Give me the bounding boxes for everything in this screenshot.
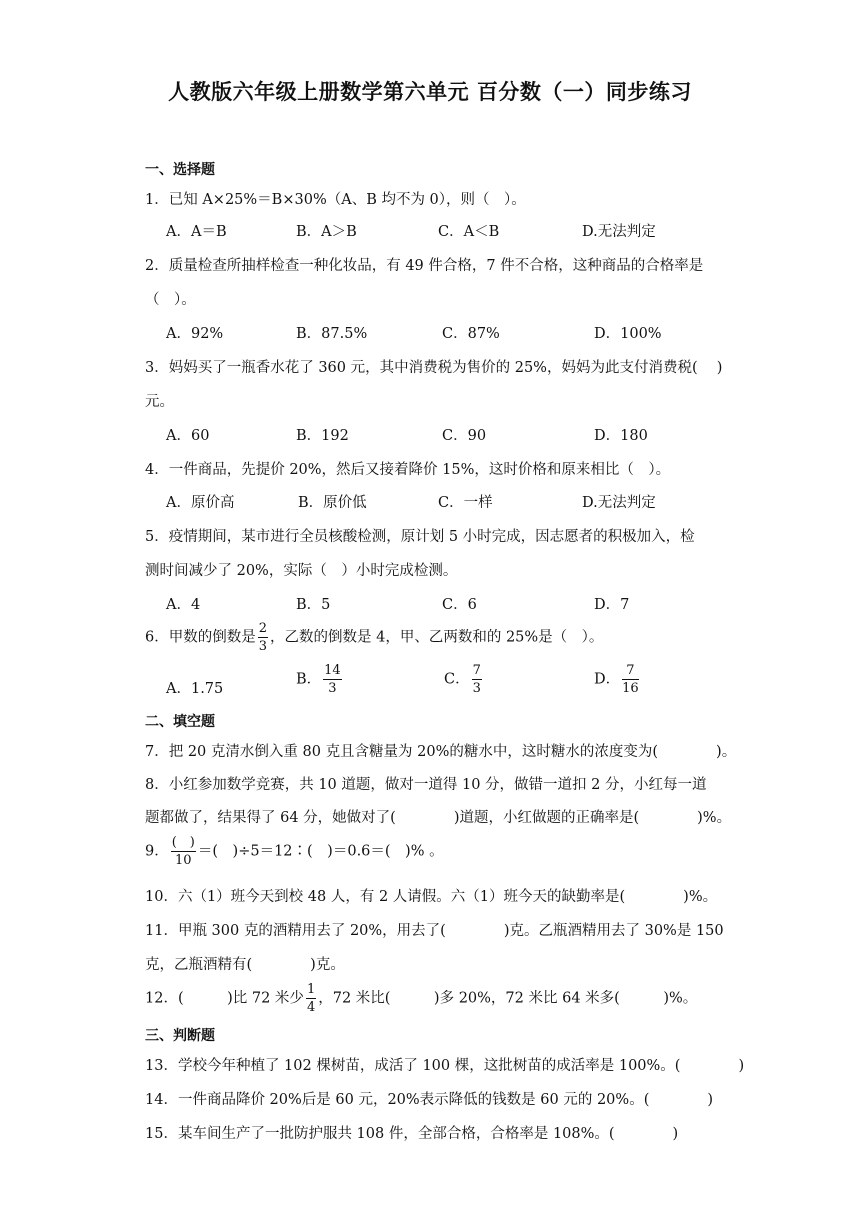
question-6-suffix: ，乙数的倒数是 4，甲、乙两数和的 25%是（ ）。 [270,629,604,646]
question-1-options [166,220,726,244]
question-12-prefix: 12．( )比 72 米少 [145,990,304,1007]
section-heading-fill: 二、填空题 [145,714,215,730]
option-d: D.无法判定 [582,495,656,511]
fraction-denominator: 3 [328,681,337,696]
option-d: D．100% [594,326,662,342]
page-title: 人教版六年级上册数学第六单元 百分数（一）同步练习 [168,79,692,104]
fraction-seven-sixteenths [622,664,639,695]
question-9-label: 9． [145,843,169,860]
question-2-line-1: 2．质量检查所抽样检查一种化妆品，有 49 件合格，7 件不合格，这种商品的合格率是 [145,258,704,274]
option-a: A．60 [166,428,210,444]
question-1: 1．已知 A×25%＝B×30%（A、B 均不为 0），则（ ）。 [145,192,526,208]
option-b [296,664,344,695]
fraction-denominator: 3 [472,681,481,696]
fraction-two-thirds [258,622,268,653]
section-heading-judge: 三、判断题 [145,1028,215,1044]
question-6 [145,622,603,653]
question-3-options [166,424,726,448]
option-c-label: C． [444,671,470,688]
fraction-numerator: 1 [306,982,316,997]
option-a: A．92% [166,326,224,342]
fraction-blank-over-ten [171,836,196,867]
fraction-numerator: 2 [258,621,268,636]
option-c [444,664,484,695]
option-b: B．原价低 [298,495,367,511]
fraction-numerator: 14 [324,663,341,678]
section-heading-choice: 一、选择题 [145,162,215,178]
question-13: 13．学校今年种植了 102 棵树苗，成活了 100 棵，这批树苗的成活率是 100%。( ) [145,1058,745,1074]
fraction-denominator: 4 [306,1000,316,1015]
fraction-denominator: 10 [175,853,192,868]
option-c: C．6 [442,597,477,613]
fraction-seven-thirds [472,664,482,695]
option-b-label: B． [296,671,322,688]
question-6-prefix: 6．甲数的倒数是 [145,629,256,646]
option-b: B．87.5% [296,326,368,342]
question-3-line-1: 3．妈妈买了一瓶香水花了 360 元，其中消费税为售价的 25%，妈妈为此支付消费税( ) [145,360,723,376]
option-c: C．87% [442,326,500,342]
question-14: 14．一件商品降价 20%后是 60 元，20%表示降低的钱数是 60 元的 20%。( ) [145,1092,714,1108]
option-a: A．4 [166,597,201,613]
question-8-line-2: 题都做了，结果得了 64 分，她做对了( )道题，小红做题的正确率是( )%。 [145,810,732,826]
question-9-equation: ＝( )÷5＝12∶( )＝0.6＝( )% 。 [197,843,444,860]
fraction-denominator: 16 [622,681,639,696]
option-c: C．一样 [438,495,493,511]
option-c: C．90 [442,428,487,444]
question-11-line-1: 11．甲瓶 300 克的酒精用去了 20%，用去了( )克。乙瓶酒精用去了 30%是 150 [145,923,724,939]
question-8-line-1: 8．小红参加数学竞赛，共 10 道题，做对一道得 10 分，做错一道扣 2 分，小红每一道 [145,777,707,793]
option-b: B．192 [296,428,349,444]
fraction-numerator: 7 [622,664,639,680]
fraction-one-quarter [306,983,316,1014]
question-7: 7．把 20 克清水倒入重 80 克且含糖量为 20%的糖水中，这时糖水的浓度变为( )。 [145,744,737,760]
option-d: D．180 [594,428,648,444]
question-12-suffix: ，72 米比( )多 20%，72 米比 64 米多( )%。 [318,990,698,1007]
question-15: 15．某车间生产了一批防护服共 108 件，全部合格，合格率是 108%。( ) [145,1126,679,1142]
option-b: B．A＞B [296,224,357,240]
option-c: C．A＜B [438,224,500,240]
option-a: A．1.75 [166,681,224,697]
option-a: A．A＝B [166,224,227,240]
option-d-label: D． [594,671,621,688]
question-5-line-2: 测时间减少了 20%，实际（ ）小时完成检测。 [145,563,458,579]
question-11-line-2: 克，乙瓶酒精有( )克。 [145,957,345,973]
fraction-numerator: 7 [472,663,481,678]
question-12 [145,983,697,1014]
option-a: A．原价高 [166,495,235,511]
fraction-fourteen-thirds [323,664,342,695]
question-2-options [166,322,726,346]
option-b: B．5 [296,597,331,613]
question-3-line-2: 元。 [145,394,174,410]
option-d: D．7 [594,597,630,613]
question-4: 4．一件商品，先提价 20%，然后又接着降价 15%，这时价格和原来相比（ ）。 [145,462,671,478]
fraction-denominator: 3 [258,639,268,654]
question-9 [145,836,444,867]
question-6-options [166,664,726,704]
option-d: D.无法判定 [582,224,656,240]
question-5-line-1: 5．疫情期间，某市进行全员核酸检测，原计划 5 小时完成，因志愿者的积极加入，检 [145,529,695,545]
question-10: 10．六（1）班今天到校 48 人，有 2 人请假。六（1）班今天的缺勤率是( )%。 [145,889,718,905]
question-4-options [166,491,726,515]
fraction-numerator: ( ) [171,835,195,850]
question-2-line-2: （ ）。 [145,292,196,308]
option-d [594,664,641,695]
question-5-options [166,593,726,617]
